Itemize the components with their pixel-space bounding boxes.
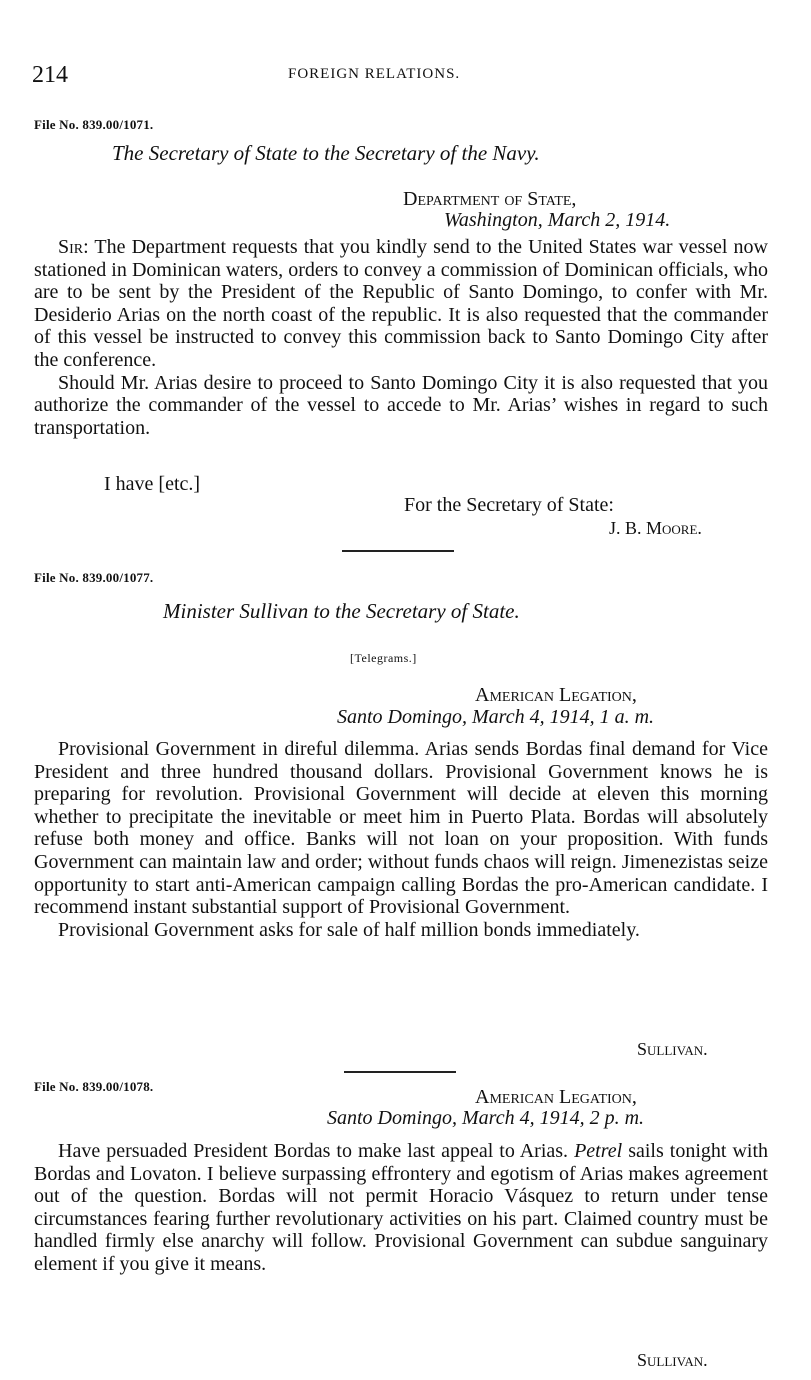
telegrams-label: [Telegrams.]	[350, 651, 417, 665]
dateline: Washington, March 2, 1914.	[444, 209, 671, 231]
signature: Sullivan.	[637, 1039, 708, 1059]
paragraph-text: sails tonight with Bordas and Lovaton. I believe surpassing effrontery and egotism of Arias makes agreement out of the question. Bordas will not permit Horacio Vásquez to return under tense circumstances fearing further revolutionary activities on his part. Claimed country must be handled firmly else anarchy will follow. Provisional Government can subdue sanguinary element if you give it means.	[34, 1140, 768, 1275]
dateline: Santo Domingo, March 4, 1914, 2 p. m.	[327, 1107, 645, 1129]
file-number: File No. 839.00/1077.	[34, 570, 154, 585]
signature: Sullivan.	[637, 1350, 708, 1370]
running-title: FOREIGN RELATIONS.	[288, 66, 461, 82]
sender-office: American Legation,	[475, 684, 637, 706]
for-line: For the Secretary of State:	[404, 494, 614, 516]
telegram-body	[34, 1140, 768, 1276]
paragraph	[34, 1140, 768, 1276]
sender-office: American Legation,	[475, 1086, 637, 1108]
dateline: Santo Domingo, March 4, 1914, 1 a. m.	[337, 706, 655, 728]
paragraph: Provisional Government asks for sale of half million bonds immediately.	[58, 918, 640, 941]
file-number: File No. 839.00/1071.	[34, 117, 154, 132]
telegram-body	[34, 738, 768, 941]
section-divider	[342, 550, 454, 552]
page-number: 214	[32, 62, 68, 88]
document-title: The Secretary of State to the Secretary of the Navy.	[112, 141, 540, 165]
document-title: Minister Sullivan to the Secretary of State.	[163, 599, 520, 623]
paragraph	[34, 236, 768, 372]
paragraph-text: Have persuaded President Bordas to make last appeal to Arias.	[58, 1140, 575, 1162]
letter-body	[34, 236, 768, 439]
paragraph: Provisional Government in direful dilemma. Arias sends Bordas final demand for Vice President and three hundred thousand dollars. Provisional Government knows he is preparing for revolution. Provisional Government will decide at eleven this morning whether to precipitate the inevitable or meet him in Puerto Plata. Bordas will absolutely refuse both money and office. Banks will not loan on your proposition. With funds Government can maintain law and order; without funds chaos will reign. Jimenezistas seize opportunity to start anti-American campaign calling Bordas the pro-American candidate. I recommend instant substantial support of Provisional Government.	[34, 738, 768, 919]
closing: I have [etc.]	[104, 473, 201, 495]
sender-office: Department of State,	[403, 188, 577, 210]
paragraph: Should Mr. Arias desire to proceed to Santo Domingo City it is also requested that you authorize the commander of the vessel to accede to Mr. Arias’ wishes in regard to such transportation.	[34, 371, 768, 439]
paragraph-text: The Department requests that you kindly send to the United States war vessel now stationed in Dominican waters, orders to convey a commission of Dominican officials, who are to be sent by the President of the Republic of Santo Domingo, to confer with Mr. Desiderio Arias on the north coast of the republic. It is also requested that the commander of this vessel be instructed to convey this commission back to Santo Domingo City after the conference.	[34, 236, 768, 371]
section-divider	[344, 1071, 456, 1073]
ship-name: Petrel	[574, 1140, 623, 1162]
file-number: File No. 839.00/1078.	[34, 1079, 154, 1094]
salutation: Sir:	[58, 236, 89, 258]
signature: J. B. Moore.	[609, 518, 702, 538]
